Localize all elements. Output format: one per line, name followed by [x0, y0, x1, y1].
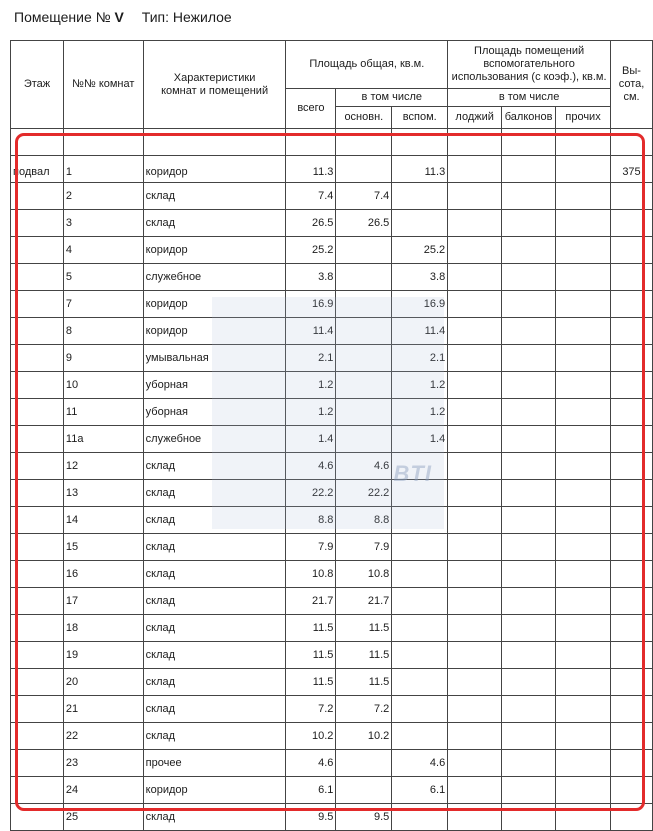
cell-room-no: 13	[63, 480, 143, 507]
cell-other	[556, 453, 611, 480]
col-aux-header: вспом.	[392, 107, 448, 129]
table-row	[11, 291, 653, 318]
cell-total-area: 11.5	[286, 615, 336, 642]
cell-main-area	[336, 264, 392, 291]
cell-other	[556, 534, 611, 561]
cell-room-no: 8	[63, 318, 143, 345]
cell-aux-area: 16.9	[392, 291, 448, 318]
table-row	[11, 723, 653, 750]
watermark-logo: BTI	[212, 297, 444, 529]
cell-loggias	[448, 750, 502, 777]
cell-height	[611, 237, 653, 264]
cell-aux-area	[392, 210, 448, 237]
cell-height	[611, 588, 653, 615]
cell-floor	[11, 507, 64, 534]
table-row	[11, 642, 653, 669]
cell-room-no: 22	[63, 723, 143, 750]
cell-other	[556, 345, 611, 372]
cell-total-area: 7.2	[286, 696, 336, 723]
cell-height	[611, 318, 653, 345]
cell-aux-area	[392, 642, 448, 669]
cell-main-area: 7.2	[336, 696, 392, 723]
cell-room-name: коридор	[143, 237, 286, 264]
cell-main-area	[336, 399, 392, 426]
cell-main-area	[336, 291, 392, 318]
cell-main-area	[336, 777, 392, 804]
cell-loggias	[448, 804, 502, 831]
cell-total-area: 26.5	[286, 210, 336, 237]
cell-room-name: склад	[143, 480, 286, 507]
cell-aux-area: 1.2	[392, 372, 448, 399]
cell-main-area	[336, 750, 392, 777]
cell-height	[611, 615, 653, 642]
cell-balconies	[502, 669, 556, 696]
table-row	[11, 264, 653, 291]
cell-room-no: 17	[63, 588, 143, 615]
cell-room-no: 19	[63, 642, 143, 669]
cell-total-area: 11.5	[286, 642, 336, 669]
premises-type: Тип: Нежилое	[141, 9, 232, 25]
cell-floor	[11, 534, 64, 561]
cell-floor	[11, 723, 64, 750]
cell-room-no: 21	[63, 696, 143, 723]
cell-balconies	[502, 777, 556, 804]
cell-aux-area: 25.2	[392, 237, 448, 264]
cell-other	[556, 615, 611, 642]
table-row	[11, 534, 653, 561]
page-header	[14, 9, 232, 25]
cell-balconies	[502, 480, 556, 507]
cell-balconies	[502, 561, 556, 588]
cell-main-area: 8.8	[336, 507, 392, 534]
col-balconies-header: балконов	[502, 107, 556, 129]
cell-floor	[11, 480, 64, 507]
col-description-header: Характеристики комнат и помещений	[143, 41, 286, 129]
cell-loggias	[448, 291, 502, 318]
cell-height	[611, 426, 653, 453]
cell-loggias	[448, 318, 502, 345]
cell-loggias	[448, 534, 502, 561]
cell-height	[611, 291, 653, 318]
table-row	[11, 669, 653, 696]
cell-other	[556, 642, 611, 669]
cell-room-no: 16	[63, 561, 143, 588]
cell-main-area: 21.7	[336, 588, 392, 615]
cell-room-name: склад	[143, 453, 286, 480]
table-row	[11, 588, 653, 615]
cell-aux-area: 1.2	[392, 399, 448, 426]
cell-height	[611, 210, 653, 237]
cell-height	[611, 723, 653, 750]
cell-balconies	[502, 345, 556, 372]
cell-aux-area	[392, 588, 448, 615]
cell-loggias	[448, 345, 502, 372]
cell-balconies	[502, 156, 556, 183]
cell-room-no: 23	[63, 750, 143, 777]
cell-main-area	[336, 237, 392, 264]
cell-height	[611, 750, 653, 777]
cell-other	[556, 426, 611, 453]
cell-height	[611, 453, 653, 480]
cell-aux-area: 1.4	[392, 426, 448, 453]
table-row	[11, 399, 653, 426]
col-total-area-header: Площадь общая, кв.м.	[286, 41, 448, 89]
cell-floor	[11, 399, 64, 426]
cell-main-area: 4.6	[336, 453, 392, 480]
cell-balconies	[502, 453, 556, 480]
cell-main-area: 9.5	[336, 804, 392, 831]
cell-room-name: склад	[143, 804, 286, 831]
cell-main-area: 7.4	[336, 183, 392, 210]
cell-room-no: 7	[63, 291, 143, 318]
cell-height	[611, 399, 653, 426]
cell-room-name: прочее	[143, 750, 286, 777]
cell-room-no: 15	[63, 534, 143, 561]
table-row	[11, 372, 653, 399]
cell-total-area: 9.5	[286, 804, 336, 831]
table-row	[11, 156, 653, 183]
col-aux-including-header: в том числе	[448, 89, 611, 107]
rooms-table	[10, 40, 653, 831]
cell-room-name: склад	[143, 669, 286, 696]
cell-aux-area	[392, 480, 448, 507]
cell-room-no: 11а	[63, 426, 143, 453]
cell-main-area	[336, 318, 392, 345]
cell-main-area: 10.8	[336, 561, 392, 588]
cell-height	[611, 183, 653, 210]
cell-balconies	[502, 696, 556, 723]
cell-aux-area	[392, 183, 448, 210]
cell-balconies	[502, 804, 556, 831]
cell-main-area: 11.5	[336, 669, 392, 696]
cell-main-area: 11.5	[336, 615, 392, 642]
cell-other	[556, 372, 611, 399]
table-row	[11, 750, 653, 777]
col-other-header: прочих	[556, 107, 611, 129]
cell-floor	[11, 669, 64, 696]
cell-floor	[11, 426, 64, 453]
col-total-including-header: в том числе	[336, 89, 448, 107]
cell-balconies	[502, 534, 556, 561]
cell-floor	[11, 372, 64, 399]
cell-other	[556, 804, 611, 831]
cell-aux-area: 11.3	[392, 156, 448, 183]
cell-room-name: склад	[143, 588, 286, 615]
cell-height	[611, 804, 653, 831]
table-body	[11, 129, 653, 831]
cell-other	[556, 561, 611, 588]
cell-other	[556, 156, 611, 183]
cell-room-name: склад	[143, 210, 286, 237]
cell-total-area: 21.7	[286, 588, 336, 615]
cell-main-area: 11.5	[336, 642, 392, 669]
cell-balconies	[502, 750, 556, 777]
cell-aux-area	[392, 561, 448, 588]
cell-balconies	[502, 210, 556, 237]
cell-main-area: 22.2	[336, 480, 392, 507]
cell-floor	[11, 264, 64, 291]
cell-floor	[11, 210, 64, 237]
cell-height	[611, 669, 653, 696]
cell-aux-area	[392, 507, 448, 534]
cell-loggias	[448, 156, 502, 183]
cell-height	[611, 561, 653, 588]
cell-room-no: 9	[63, 345, 143, 372]
cell-loggias	[448, 588, 502, 615]
cell-balconies	[502, 183, 556, 210]
cell-height	[611, 534, 653, 561]
cell-total-area: 16.9	[286, 291, 336, 318]
cell-loggias	[448, 210, 502, 237]
cell-other	[556, 399, 611, 426]
table-row	[11, 426, 653, 453]
cell-height	[611, 642, 653, 669]
cell-total-area: 3.8	[286, 264, 336, 291]
col-aux-area-header: Площадь помещений вспомогательного использования (с коэф.), кв.м.	[448, 41, 611, 89]
cell-balconies	[502, 264, 556, 291]
cell-room-name: служебное	[143, 426, 286, 453]
cell-room-no: 24	[63, 777, 143, 804]
cell-height	[611, 372, 653, 399]
cell-floor	[11, 453, 64, 480]
table-row	[11, 318, 653, 345]
cell-floor	[11, 318, 64, 345]
cell-room-no: 11	[63, 399, 143, 426]
cell-aux-area: 3.8	[392, 264, 448, 291]
cell-height: 375	[611, 156, 653, 183]
cell-main-area	[336, 345, 392, 372]
cell-height	[611, 264, 653, 291]
cell-loggias	[448, 507, 502, 534]
cell-other	[556, 750, 611, 777]
table-header	[11, 41, 653, 129]
cell-other	[556, 264, 611, 291]
cell-main-area	[336, 372, 392, 399]
premises-title: Помещение №	[14, 9, 111, 25]
table-row	[11, 696, 653, 723]
cell-loggias	[448, 237, 502, 264]
cell-floor	[11, 615, 64, 642]
cell-room-no: 3	[63, 210, 143, 237]
table-row	[11, 777, 653, 804]
cell-other	[556, 480, 611, 507]
cell-floor	[11, 642, 64, 669]
cell-total-area: 1.2	[286, 399, 336, 426]
cell-other	[556, 669, 611, 696]
cell-main-area	[336, 156, 392, 183]
cell-total-area: 1.4	[286, 426, 336, 453]
cell-loggias	[448, 561, 502, 588]
cell-room-no: 12	[63, 453, 143, 480]
cell-other	[556, 588, 611, 615]
cell-balconies	[502, 615, 556, 642]
cell-floor	[11, 291, 64, 318]
cell-loggias	[448, 399, 502, 426]
cell-room-name: уборная	[143, 399, 286, 426]
cell-total-area: 1.2	[286, 372, 336, 399]
cell-room-name: склад	[143, 723, 286, 750]
cell-aux-area	[392, 669, 448, 696]
table-row	[11, 507, 653, 534]
cell-floor	[11, 804, 64, 831]
cell-other	[556, 291, 611, 318]
cell-room-name: склад	[143, 642, 286, 669]
cell-room-no: 4	[63, 237, 143, 264]
cell-total-area: 10.8	[286, 561, 336, 588]
cell-room-no: 2	[63, 183, 143, 210]
cell-loggias	[448, 264, 502, 291]
cell-balconies	[502, 642, 556, 669]
table-row	[11, 183, 653, 210]
cell-other	[556, 210, 611, 237]
cell-aux-area: 4.6	[392, 750, 448, 777]
cell-balconies	[502, 237, 556, 264]
cell-height	[611, 777, 653, 804]
cell-other	[556, 237, 611, 264]
premises-number: V	[114, 9, 124, 25]
table-row	[11, 453, 653, 480]
table-row	[11, 345, 653, 372]
cell-room-name: служебное	[143, 264, 286, 291]
cell-total-area: 22.2	[286, 480, 336, 507]
cell-loggias	[448, 777, 502, 804]
cell-room-no: 20	[63, 669, 143, 696]
cell-room-name: склад	[143, 615, 286, 642]
cell-room-name: склад	[143, 696, 286, 723]
cell-height	[611, 480, 653, 507]
cell-room-name: склад	[143, 534, 286, 561]
col-height-header: Вы-сота, см.	[611, 41, 653, 129]
cell-room-name: умывальная	[143, 345, 286, 372]
cell-aux-area: 6.1	[392, 777, 448, 804]
cell-total-area: 25.2	[286, 237, 336, 264]
cell-aux-area: 11.4	[392, 318, 448, 345]
cell-loggias	[448, 480, 502, 507]
cell-total-area: 11.4	[286, 318, 336, 345]
col-loggias-header: лоджий	[448, 107, 502, 129]
cell-height	[611, 696, 653, 723]
cell-aux-area	[392, 804, 448, 831]
cell-floor	[11, 777, 64, 804]
cell-other	[556, 723, 611, 750]
col-floor-header: Этаж	[11, 41, 64, 129]
cell-other	[556, 696, 611, 723]
cell-balconies	[502, 507, 556, 534]
cell-room-name: коридор	[143, 156, 286, 183]
cell-aux-area	[392, 723, 448, 750]
cell-balconies	[502, 723, 556, 750]
cell-room-no: 10	[63, 372, 143, 399]
cell-main-area: 10.2	[336, 723, 392, 750]
cell-room-name: склад	[143, 561, 286, 588]
cell-total-area: 6.1	[286, 777, 336, 804]
cell-loggias	[448, 642, 502, 669]
cell-other	[556, 318, 611, 345]
cell-balconies	[502, 399, 556, 426]
cell-loggias	[448, 426, 502, 453]
cell-loggias	[448, 183, 502, 210]
cell-aux-area	[392, 615, 448, 642]
cell-room-no: 25	[63, 804, 143, 831]
cell-loggias	[448, 372, 502, 399]
header-spacer-row	[11, 129, 653, 156]
cell-loggias	[448, 723, 502, 750]
cell-room-no: 1	[63, 156, 143, 183]
cell-floor	[11, 183, 64, 210]
cell-balconies	[502, 588, 556, 615]
cell-total-area: 8.8	[286, 507, 336, 534]
cell-balconies	[502, 318, 556, 345]
cell-loggias	[448, 669, 502, 696]
cell-aux-area	[392, 696, 448, 723]
cell-loggias	[448, 615, 502, 642]
cell-room-name: коридор	[143, 777, 286, 804]
table-row	[11, 561, 653, 588]
cell-room-no: 14	[63, 507, 143, 534]
cell-total-area: 7.9	[286, 534, 336, 561]
table-row	[11, 615, 653, 642]
cell-aux-area	[392, 453, 448, 480]
table-row	[11, 804, 653, 831]
cell-room-name: коридор	[143, 291, 286, 318]
col-main-header: основн.	[336, 107, 392, 129]
cell-floor	[11, 588, 64, 615]
cell-floor	[11, 696, 64, 723]
cell-total-area: 7.4	[286, 183, 336, 210]
cell-room-no: 5	[63, 264, 143, 291]
cell-other	[556, 183, 611, 210]
cell-aux-area	[392, 534, 448, 561]
col-total-all-header: всего	[286, 89, 336, 129]
table-row	[11, 480, 653, 507]
cell-total-area: 11.3	[286, 156, 336, 183]
cell-height	[611, 507, 653, 534]
cell-total-area: 2.1	[286, 345, 336, 372]
cell-loggias	[448, 453, 502, 480]
cell-room-name: склад	[143, 507, 286, 534]
cell-loggias	[448, 696, 502, 723]
cell-balconies	[502, 291, 556, 318]
cell-other	[556, 507, 611, 534]
cell-floor	[11, 237, 64, 264]
cell-total-area: 11.5	[286, 669, 336, 696]
cell-main-area: 26.5	[336, 210, 392, 237]
cell-room-name: уборная	[143, 372, 286, 399]
cell-other	[556, 777, 611, 804]
cell-total-area: 4.6	[286, 453, 336, 480]
col-room-no-header: №№ комнат	[63, 41, 143, 129]
cell-main-area: 7.9	[336, 534, 392, 561]
cell-main-area	[336, 426, 392, 453]
cell-floor: подвал	[11, 156, 64, 183]
cell-floor	[11, 750, 64, 777]
cell-total-area: 4.6	[286, 750, 336, 777]
cell-aux-area: 2.1	[392, 345, 448, 372]
cell-balconies	[502, 426, 556, 453]
cell-room-name: склад	[143, 183, 286, 210]
cell-total-area: 10.2	[286, 723, 336, 750]
table-row	[11, 237, 653, 264]
cell-height	[611, 345, 653, 372]
cell-room-name: коридор	[143, 318, 286, 345]
table-row	[11, 210, 653, 237]
cell-floor	[11, 561, 64, 588]
cell-floor	[11, 345, 64, 372]
cell-room-no: 18	[63, 615, 143, 642]
cell-balconies	[502, 372, 556, 399]
